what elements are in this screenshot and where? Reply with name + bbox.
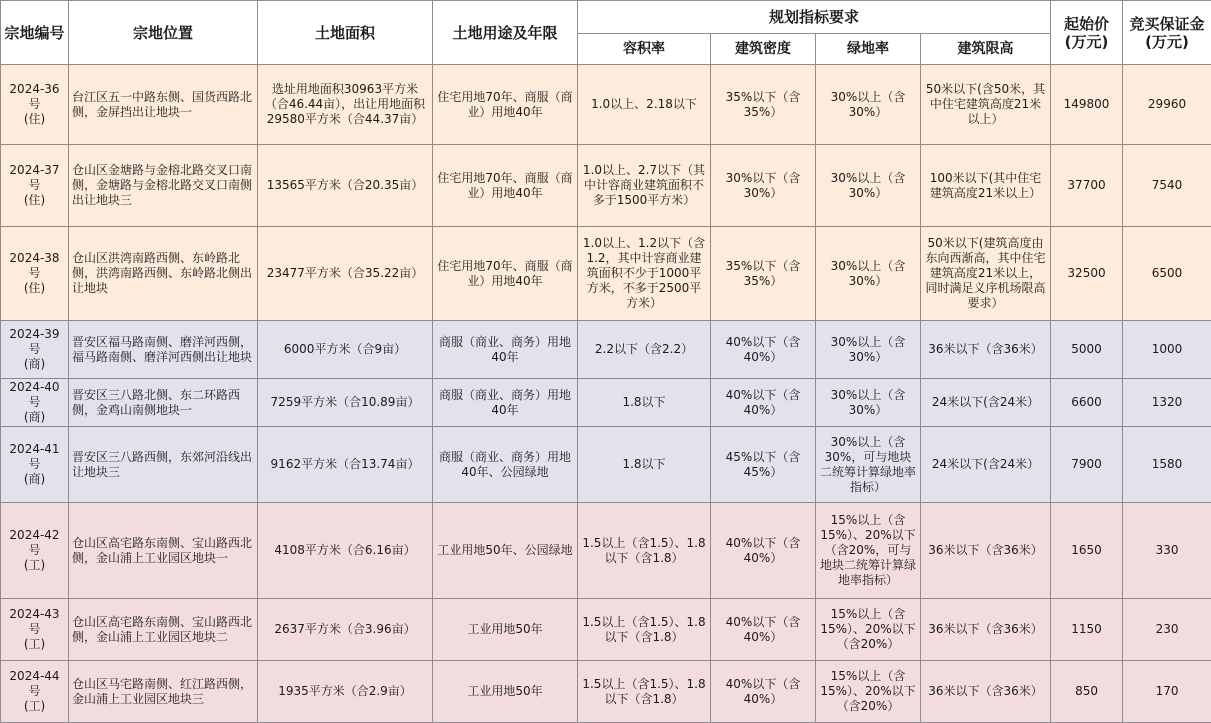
cell-area: 1935平方米（合2.9亩） [258, 661, 433, 723]
table-row [1, 379, 1211, 427]
cell-parcel-no: 2024-38号 (住) [1, 227, 69, 321]
cell-location: 仓山区洪湾南路西侧、东岭路北侧，洪湾南路西侧、东岭路北侧出让地块 [69, 227, 258, 321]
cell-height: 24米以下(含24米） [921, 427, 1051, 503]
cell-height: 24米以下(含24米） [921, 379, 1051, 427]
cell-parcel-no: 2024-40号 (商) [1, 379, 69, 427]
cell-use-term: 商服（商业、商务）用地40年 [433, 321, 578, 379]
cell-green: 15%以上（含15%）、20%以下（含20%，可与地块二统筹计算绿地率指标） [816, 503, 921, 599]
cell-parcel-no: 2024-39号 (商) [1, 321, 69, 379]
header-green: 绿地率 [816, 34, 921, 65]
table-row [1, 321, 1211, 379]
cell-green: 30%以上（含30%） [816, 227, 921, 321]
cell-start-price: 6600 [1051, 379, 1123, 427]
cell-location: 仓山区高宅路东南侧、宝山路西北侧，金山浦上工业园区地块一 [69, 503, 258, 599]
cell-area: 选址用地面积30963平方米（合46.44亩），出让用地面积29580平方米（合44.37亩） [258, 65, 433, 145]
cell-density: 35%以下（含35%） [711, 65, 816, 145]
cell-far: 1.5以上（含1.5）、1.8以下（含1.8） [578, 599, 711, 661]
cell-area: 13565平方米（合20.35亩） [258, 145, 433, 227]
cell-density: 40%以下（含40%） [711, 661, 816, 723]
cell-far: 1.8以下 [578, 379, 711, 427]
cell-location: 晋安区三八路北侧、东二环路西侧，金鸡山南侧地块一 [69, 379, 258, 427]
table-row [1, 661, 1211, 723]
cell-far: 1.0以上、2.7以下（其中计容商业建筑面积不多于1500平方米） [578, 145, 711, 227]
cell-density: 30%以下（含30%） [711, 145, 816, 227]
cell-area: 7259平方米（合10.89亩） [258, 379, 433, 427]
cell-start-price: 5000 [1051, 321, 1123, 379]
cell-parcel-no: 2024-44号 (工) [1, 661, 69, 723]
header-area: 土地面积 [258, 1, 433, 65]
cell-far: 1.5以上（含1.5）、1.8以下（含1.8） [578, 503, 711, 599]
cell-far: 1.8以下 [578, 427, 711, 503]
cell-deposit: 170 [1123, 661, 1211, 723]
cell-deposit: 7540 [1123, 145, 1211, 227]
cell-use-term: 工业用地50年 [433, 599, 578, 661]
cell-use-term: 商服（商业、商务）用地40年 [433, 379, 578, 427]
table-body [1, 65, 1211, 723]
cell-green: 30%以上（含30%） [816, 145, 921, 227]
cell-location: 仓山区马宅路南侧、红江路西侧，金山浦上工业园区地块三 [69, 661, 258, 723]
cell-parcel-no: 2024-37号 (住) [1, 145, 69, 227]
header-deposit: 竞买保证金 (万元) [1123, 1, 1211, 65]
cell-green: 15%以上（含15%）、20%以下（含20%） [816, 599, 921, 661]
cell-use-term: 住宅用地70年、商服（商业）用地40年 [433, 227, 578, 321]
cell-parcel-no: 2024-41号 (商) [1, 427, 69, 503]
table-row [1, 599, 1211, 661]
cell-far: 1.0以上、1.2以下（含1.2，其中计容商业建筑面积不少于1000平方米，不多于2500平方米） [578, 227, 711, 321]
cell-height: 50米以下(建筑高度由东向西渐高，其中住宅建筑高度21米以上，同时满足义序机场限高要求） [921, 227, 1051, 321]
header-start-price: 起始价 (万元) [1051, 1, 1123, 65]
cell-parcel-no: 2024-36号 (住) [1, 65, 69, 145]
cell-location: 台江区五一中路东侧、国货西路北侧，金屏挡出让地块一 [69, 65, 258, 145]
cell-area: 4108平方米（合6.16亩） [258, 503, 433, 599]
cell-start-price: 850 [1051, 661, 1123, 723]
cell-use-term: 工业用地50年 [433, 661, 578, 723]
cell-deposit: 1580 [1123, 427, 1211, 503]
table-header [1, 1, 1211, 65]
cell-density: 40%以下（含40%） [711, 379, 816, 427]
cell-use-term: 住宅用地70年、商服（商业）用地40年 [433, 145, 578, 227]
cell-location: 仓山区高宅路东南侧、宝山路西北侧，金山浦上工业园区地块二 [69, 599, 258, 661]
header-far: 容积率 [578, 34, 711, 65]
cell-height: 36米以下（含36米） [921, 599, 1051, 661]
cell-deposit: 230 [1123, 599, 1211, 661]
header-parcel-no: 宗地编号 [1, 1, 69, 65]
cell-height: 36米以下（含36米） [921, 503, 1051, 599]
cell-height: 50米以下(含50米，其中住宅建筑高度21米以上） [921, 65, 1051, 145]
cell-start-price: 32500 [1051, 227, 1123, 321]
cell-height: 36米以下（含36米） [921, 321, 1051, 379]
cell-deposit: 1000 [1123, 321, 1211, 379]
table-row [1, 503, 1211, 599]
cell-start-price: 1650 [1051, 503, 1123, 599]
cell-green: 30%以上（含30%，可与地块二统筹计算绿地率指标） [816, 427, 921, 503]
cell-location: 晋安区三八路西侧，东郊河沿线出让地块三 [69, 427, 258, 503]
cell-start-price: 1150 [1051, 599, 1123, 661]
header-use-term: 土地用途及年限 [433, 1, 578, 65]
cell-height: 100米以下(其中住宅建筑高度21米以上） [921, 145, 1051, 227]
cell-use-term: 住宅用地70年、商服（商业）用地40年 [433, 65, 578, 145]
cell-deposit: 1320 [1123, 379, 1211, 427]
cell-deposit: 330 [1123, 503, 1211, 599]
cell-parcel-no: 2024-43号 (工) [1, 599, 69, 661]
cell-density: 35%以下（含35%） [711, 227, 816, 321]
cell-density: 40%以下（含40%） [711, 321, 816, 379]
cell-area: 9162平方米（合13.74亩） [258, 427, 433, 503]
cell-use-term: 工业用地50年、公园绿地 [433, 503, 578, 599]
cell-location: 仓山区金塘路与金榕北路交叉口南侧，金塘路与金榕北路交叉口南侧出让地块三 [69, 145, 258, 227]
cell-far: 1.5以上（含1.5）、1.8以下（含1.8） [578, 661, 711, 723]
table-row [1, 145, 1211, 227]
table-row [1, 65, 1211, 145]
cell-far: 2.2以下（含2.2） [578, 321, 711, 379]
cell-start-price: 7900 [1051, 427, 1123, 503]
cell-density: 40%以下（含40%） [711, 599, 816, 661]
cell-height: 36米以下（含36米） [921, 661, 1051, 723]
cell-green: 30%以上（含30%） [816, 65, 921, 145]
cell-parcel-no: 2024-42号 (工) [1, 503, 69, 599]
cell-density: 45%以下（含45%） [711, 427, 816, 503]
header-height: 建筑限高 [921, 34, 1051, 65]
cell-start-price: 149800 [1051, 65, 1123, 145]
cell-area: 6000平方米（合9亩） [258, 321, 433, 379]
cell-far: 1.0以上、2.18以下 [578, 65, 711, 145]
cell-density: 40%以下（含40%） [711, 503, 816, 599]
cell-deposit: 6500 [1123, 227, 1211, 321]
cell-area: 23477平方米（合35.22亩） [258, 227, 433, 321]
table-row [1, 427, 1211, 503]
header-density: 建筑密度 [711, 34, 816, 65]
cell-green: 30%以上（含30%） [816, 321, 921, 379]
table-row [1, 227, 1211, 321]
header-planning-group: 规划指标要求 [578, 1, 1051, 34]
cell-use-term: 商服（商业、商务）用地40年、公园绿地 [433, 427, 578, 503]
cell-deposit: 29960 [1123, 65, 1211, 145]
cell-green: 15%以上（含15%）、20%以下（含20%） [816, 661, 921, 723]
cell-green: 30%以上（含30%） [816, 379, 921, 427]
cell-location: 晋安区福马路南侧、磨洋河西侧，福马路南侧、磨洋河西侧出让地块 [69, 321, 258, 379]
header-location: 宗地位置 [69, 1, 258, 65]
cell-area: 2637平方米（合3.96亩） [258, 599, 433, 661]
cell-start-price: 37700 [1051, 145, 1123, 227]
